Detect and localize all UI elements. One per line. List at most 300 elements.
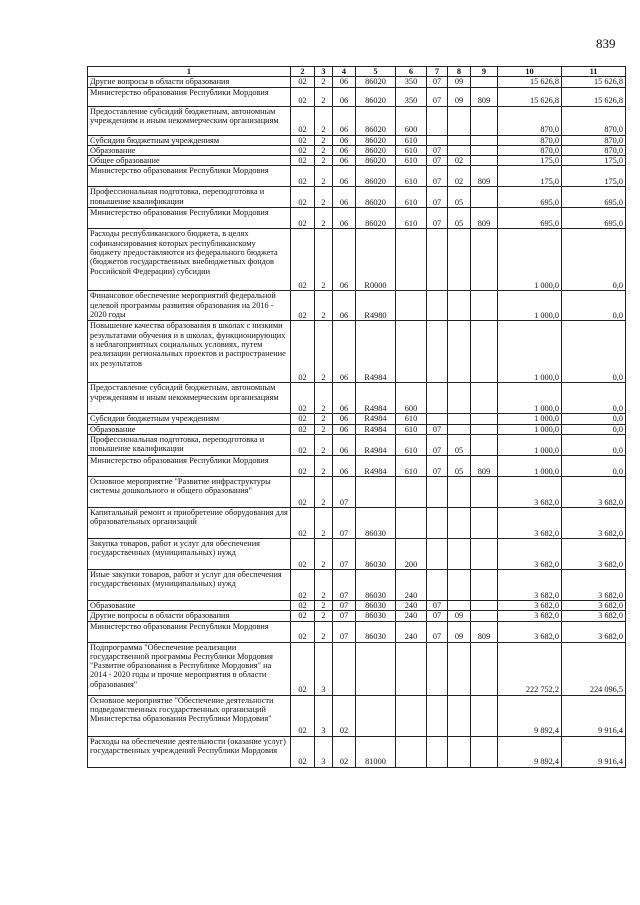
cell-c2: 02 [291, 77, 315, 87]
cell-c6 [396, 476, 427, 507]
cell-c6: 610 [396, 208, 427, 229]
cell-c5: 86030 [356, 538, 396, 569]
cell-c9: 809 [471, 87, 498, 106]
row-label: Субсидии бюджетным учреждениям [88, 414, 291, 424]
cell-c9: 809 [471, 621, 498, 642]
cell-c8 [448, 321, 471, 383]
cell-c5: 86020 [356, 187, 396, 208]
cell-c7: 07 [427, 156, 448, 166]
cell-c9 [471, 736, 498, 767]
cell-c6: 240 [396, 611, 427, 621]
cell-c8 [448, 538, 471, 569]
cell-c3: 2 [315, 538, 333, 569]
cell-c11: 3 682,0 [562, 611, 626, 621]
cell-c10: 15 626,8 [498, 77, 562, 87]
cell-c4: 07 [333, 569, 356, 600]
cell-c6: 600 [396, 383, 427, 414]
row-label: Профессиональная подготовка, переподготовка и повышение квалификации [88, 434, 291, 455]
cell-c4: 06 [333, 455, 356, 476]
cell-c10: 3 682,0 [498, 569, 562, 600]
cell-c10: 695,0 [498, 187, 562, 208]
cell-c8 [448, 414, 471, 424]
cell-c7 [427, 414, 448, 424]
cell-c8 [448, 135, 471, 145]
cell-c5 [356, 695, 396, 736]
cell-c9 [471, 434, 498, 455]
cell-c4: 07 [333, 538, 356, 569]
table-row [88, 166, 626, 187]
cell-c7 [427, 507, 448, 538]
cell-c3: 2 [315, 600, 333, 610]
cell-c10: 695,0 [498, 208, 562, 229]
cell-c3: 2 [315, 87, 333, 106]
cell-c9 [471, 383, 498, 414]
cell-c7: 07 [427, 621, 448, 642]
cell-c4: 02 [333, 695, 356, 736]
cell-c11: 870,0 [562, 135, 626, 145]
cell-c6 [396, 229, 427, 291]
cell-c6 [396, 321, 427, 383]
cell-c4: 06 [333, 321, 356, 383]
cell-c9 [471, 611, 498, 621]
table-row [88, 611, 626, 621]
cell-c2: 02 [291, 156, 315, 166]
cell-c4: 07 [333, 621, 356, 642]
table-row [88, 695, 626, 736]
cell-c6: 610 [396, 187, 427, 208]
cell-c2: 02 [291, 135, 315, 145]
row-label: Расходы на обеспечение деятельности (оказание услуг) государственных учреждений Республики Мордовия [88, 736, 291, 767]
cell-c4: 06 [333, 166, 356, 187]
cell-c10: 1 000,0 [498, 455, 562, 476]
cell-c11: 0,0 [562, 383, 626, 414]
header-cell: 4 [333, 67, 356, 77]
cell-c6 [396, 291, 427, 321]
cell-c10: 15 626,8 [498, 87, 562, 106]
cell-c4: 06 [333, 383, 356, 414]
page-number: 839 [596, 36, 616, 51]
cell-c9 [471, 695, 498, 736]
cell-c3: 2 [315, 106, 333, 135]
cell-c5: R4984 [356, 455, 396, 476]
header-cell: 8 [448, 67, 471, 77]
table-row [88, 736, 626, 767]
cell-c2: 02 [291, 476, 315, 507]
cell-c11: 3 682,0 [562, 569, 626, 600]
table-row [88, 187, 626, 208]
cell-c9 [471, 600, 498, 610]
cell-c10: 1 000,0 [498, 321, 562, 383]
cell-c11: 3 682,0 [562, 538, 626, 569]
cell-c4: 06 [333, 414, 356, 424]
cell-c2: 02 [291, 569, 315, 600]
cell-c5 [356, 476, 396, 507]
cell-c8 [448, 695, 471, 736]
cell-c7 [427, 229, 448, 291]
cell-c3: 2 [315, 187, 333, 208]
cell-c2: 02 [291, 455, 315, 476]
cell-c3: 2 [315, 507, 333, 538]
row-label: Образование [88, 424, 291, 434]
cell-c8 [448, 229, 471, 291]
cell-c6: 610 [396, 414, 427, 424]
cell-c9 [471, 321, 498, 383]
cell-c3: 2 [315, 145, 333, 155]
cell-c7 [427, 291, 448, 321]
cell-c10: 3 682,0 [498, 621, 562, 642]
cell-c5: 86020 [356, 77, 396, 87]
cell-c11: 695,0 [562, 208, 626, 229]
cell-c6 [396, 642, 427, 695]
cell-c2: 02 [291, 145, 315, 155]
cell-c11: 695,0 [562, 187, 626, 208]
cell-c9 [471, 424, 498, 434]
row-label: Другие вопросы в области образования [88, 77, 291, 87]
row-label: Основное мероприятие "Обеспечение деятельности подведомственных государственных организаций Министерства образования Республики Мордовия" [88, 695, 291, 736]
table-body [88, 67, 626, 768]
cell-c4 [333, 642, 356, 695]
header-cell: 1 [88, 67, 291, 77]
cell-c5: R4984 [356, 383, 396, 414]
cell-c2: 02 [291, 434, 315, 455]
cell-c8: 05 [448, 434, 471, 455]
cell-c8: 05 [448, 455, 471, 476]
cell-c9: 809 [471, 166, 498, 187]
cell-c11: 870,0 [562, 145, 626, 155]
table-row [88, 229, 626, 291]
row-label: Закупка товаров, работ и услуг для обеспечения государственных (муниципальных) нужд [88, 538, 291, 569]
cell-c2: 02 [291, 208, 315, 229]
row-label: Повышение качества образования в школах с низкими результатами обучения и в школах, функционирующих в неблагоприятных социальных условиях, путем реализации региональных проектов и распространение их результатов [88, 321, 291, 383]
row-label: Образование [88, 600, 291, 610]
cell-c3: 2 [315, 621, 333, 642]
cell-c5: R4980 [356, 291, 396, 321]
cell-c6: 610 [396, 135, 427, 145]
cell-c7: 07 [427, 166, 448, 187]
table-row [88, 424, 626, 434]
cell-c4: 06 [333, 156, 356, 166]
table-row [88, 145, 626, 155]
cell-c4: 06 [333, 106, 356, 135]
cell-c9 [471, 507, 498, 538]
table-row [88, 135, 626, 145]
cell-c10: 1 000,0 [498, 424, 562, 434]
cell-c4: 06 [333, 229, 356, 291]
cell-c7: 07 [427, 208, 448, 229]
table-row [88, 621, 626, 642]
cell-c7: 07 [427, 424, 448, 434]
header-cell: 2 [291, 67, 315, 77]
cell-c7: 07 [427, 145, 448, 155]
cell-c3: 3 [315, 736, 333, 767]
cell-c10: 3 682,0 [498, 507, 562, 538]
row-label: Министерство образования Республики Мордовия [88, 166, 291, 187]
cell-c5: 86020 [356, 87, 396, 106]
cell-c11: 3 682,0 [562, 621, 626, 642]
cell-c5: 86030 [356, 611, 396, 621]
cell-c5: R4984 [356, 424, 396, 434]
cell-c2: 02 [291, 229, 315, 291]
cell-c2: 02 [291, 321, 315, 383]
cell-c11: 3 682,0 [562, 507, 626, 538]
table-row [88, 414, 626, 424]
row-label: Подпрограмма "Обеспечение реализации государственной программы Республики Мордовия "Развитие образования в Республике Мордовия" на 2014 - 2020 годы и прочие мероприятия в области образования" [88, 642, 291, 695]
cell-c8 [448, 291, 471, 321]
cell-c8: 05 [448, 187, 471, 208]
cell-c3: 2 [315, 424, 333, 434]
header-cell: 7 [427, 67, 448, 77]
cell-c7 [427, 569, 448, 600]
cell-c11: 15 626,8 [562, 87, 626, 106]
cell-c2: 02 [291, 538, 315, 569]
cell-c10: 3 682,0 [498, 611, 562, 621]
cell-c5: 86020 [356, 166, 396, 187]
row-label: Министерство образования Республики Мордовия [88, 455, 291, 476]
cell-c8: 09 [448, 621, 471, 642]
cell-c10: 9 892,4 [498, 736, 562, 767]
cell-c11: 9 916,4 [562, 695, 626, 736]
table-row [88, 476, 626, 507]
cell-c3: 2 [315, 156, 333, 166]
cell-c2: 02 [291, 507, 315, 538]
budget-table [87, 66, 626, 768]
cell-c9 [471, 135, 498, 145]
cell-c4: 06 [333, 77, 356, 87]
cell-c7 [427, 321, 448, 383]
cell-c11: 0,0 [562, 321, 626, 383]
row-label: Министерство образования Республики Мордовия [88, 87, 291, 106]
row-label: Расходы республиканского бюджета, в целях софинансирования которых республиканскому бюджету предоставляются из федерального бюджета (бюджетов государственных внебюджетных фондов Российской Федерации) субсидии [88, 229, 291, 291]
cell-c7: 07 [427, 600, 448, 610]
table-row [88, 208, 626, 229]
cell-c3: 2 [315, 321, 333, 383]
cell-c6: 350 [396, 77, 427, 87]
cell-c9 [471, 538, 498, 569]
cell-c7: 07 [427, 87, 448, 106]
cell-c4: 07 [333, 507, 356, 538]
cell-c10: 175,0 [498, 156, 562, 166]
cell-c10: 175,0 [498, 166, 562, 187]
header-row [88, 67, 626, 77]
cell-c8: 09 [448, 611, 471, 621]
cell-c10: 870,0 [498, 145, 562, 155]
cell-c11: 3 682,0 [562, 476, 626, 507]
cell-c6 [396, 507, 427, 538]
cell-c8 [448, 569, 471, 600]
table-row [88, 538, 626, 569]
cell-c7: 07 [427, 455, 448, 476]
cell-c10: 1 000,0 [498, 229, 562, 291]
cell-c5: 86020 [356, 106, 396, 135]
cell-c2: 02 [291, 424, 315, 434]
row-label: Министерство образования Республики Мордовия [88, 621, 291, 642]
cell-c7: 07 [427, 611, 448, 621]
cell-c10: 222 752,2 [498, 642, 562, 695]
cell-c5 [356, 642, 396, 695]
cell-c2: 02 [291, 414, 315, 424]
table-row [88, 434, 626, 455]
cell-c7: 07 [427, 187, 448, 208]
table-row [88, 507, 626, 538]
cell-c6: 610 [396, 145, 427, 155]
table-row [88, 77, 626, 87]
cell-c11: 15 626,8 [562, 77, 626, 87]
cell-c2: 02 [291, 187, 315, 208]
cell-c11: 3 682,0 [562, 600, 626, 610]
cell-c7 [427, 383, 448, 414]
row-label: Предоставление субсидий бюджетным, автономным учреждениям и иным некоммерческим организациям [88, 106, 291, 135]
cell-c7 [427, 476, 448, 507]
cell-c8 [448, 145, 471, 155]
cell-c3: 2 [315, 434, 333, 455]
cell-c4: 02 [333, 736, 356, 767]
cell-c2: 02 [291, 600, 315, 610]
cell-c6: 240 [396, 600, 427, 610]
cell-c8 [448, 642, 471, 695]
header-cell: 5 [356, 67, 396, 77]
row-label: Профессиональная подготовка, переподготовка и повышение квалификации [88, 187, 291, 208]
cell-c4: 06 [333, 135, 356, 145]
cell-c9 [471, 156, 498, 166]
table-row [88, 156, 626, 166]
cell-c2: 02 [291, 642, 315, 695]
cell-c7 [427, 695, 448, 736]
row-label: Образование [88, 145, 291, 155]
cell-c3: 2 [315, 383, 333, 414]
cell-c5: 86030 [356, 569, 396, 600]
cell-c4: 07 [333, 600, 356, 610]
header-cell: 10 [498, 67, 562, 77]
cell-c4: 06 [333, 87, 356, 106]
cell-c9 [471, 569, 498, 600]
header-cell: 11 [562, 67, 626, 77]
cell-c10: 1 000,0 [498, 414, 562, 424]
cell-c10: 1 000,0 [498, 291, 562, 321]
cell-c11: 9 916,4 [562, 736, 626, 767]
cell-c4: 06 [333, 424, 356, 434]
cell-c2: 02 [291, 621, 315, 642]
cell-c6: 610 [396, 166, 427, 187]
cell-c9 [471, 291, 498, 321]
cell-c8: 02 [448, 156, 471, 166]
cell-c3: 3 [315, 695, 333, 736]
row-label: Финансовое обеспечение мероприятий федеральной целевой программы развития образования на 2016 - 2020 годы [88, 291, 291, 321]
cell-c4: 07 [333, 611, 356, 621]
cell-c10: 1 000,0 [498, 434, 562, 455]
cell-c10: 1 000,0 [498, 383, 562, 414]
cell-c3: 3 [315, 642, 333, 695]
cell-c3: 2 [315, 414, 333, 424]
cell-c9: 809 [471, 208, 498, 229]
cell-c6: 600 [396, 106, 427, 135]
cell-c2: 02 [291, 291, 315, 321]
cell-c8 [448, 507, 471, 538]
table-row [88, 569, 626, 600]
cell-c8 [448, 476, 471, 507]
table-row [88, 600, 626, 610]
cell-c11: 0,0 [562, 229, 626, 291]
cell-c9 [471, 476, 498, 507]
cell-c4: 06 [333, 187, 356, 208]
cell-c7 [427, 736, 448, 767]
cell-c8 [448, 600, 471, 610]
cell-c2: 02 [291, 166, 315, 187]
cell-c6 [396, 695, 427, 736]
cell-c11: 870,0 [562, 106, 626, 135]
row-label: Субсидии бюджетным учреждениям [88, 135, 291, 145]
cell-c5: R0000 [356, 229, 396, 291]
cell-c9 [471, 77, 498, 87]
cell-c4: 06 [333, 208, 356, 229]
cell-c5: R4984 [356, 434, 396, 455]
cell-c4: 06 [333, 434, 356, 455]
cell-c2: 02 [291, 695, 315, 736]
cell-c2: 02 [291, 611, 315, 621]
cell-c11: 224 096,5 [562, 642, 626, 695]
cell-c3: 2 [315, 455, 333, 476]
cell-c5: 86030 [356, 507, 396, 538]
cell-c8 [448, 736, 471, 767]
cell-c8: 09 [448, 77, 471, 87]
cell-c11: 175,0 [562, 156, 626, 166]
cell-c3: 2 [315, 229, 333, 291]
cell-c4: 07 [333, 476, 356, 507]
cell-c5: R4984 [356, 321, 396, 383]
row-label: Капитальный ремонт и приобретение оборудования для образовательных организаций [88, 507, 291, 538]
cell-c11: 0,0 [562, 434, 626, 455]
cell-c11: 0,0 [562, 291, 626, 321]
header-cell: 3 [315, 67, 333, 77]
table-row [88, 87, 626, 106]
cell-c8 [448, 383, 471, 414]
table-row [88, 455, 626, 476]
cell-c11: 0,0 [562, 424, 626, 434]
cell-c3: 2 [315, 611, 333, 621]
cell-c3: 2 [315, 569, 333, 600]
cell-c8: 09 [448, 87, 471, 106]
cell-c5: R4984 [356, 414, 396, 424]
cell-c3: 2 [315, 77, 333, 87]
cell-c8: 05 [448, 208, 471, 229]
row-label: Иные закупки товаров, работ и услуг для обеспечения государственных (муниципальных) нужд [88, 569, 291, 600]
cell-c10: 3 682,0 [498, 476, 562, 507]
table-row [88, 321, 626, 383]
cell-c7: 07 [427, 77, 448, 87]
cell-c7 [427, 538, 448, 569]
cell-c6: 610 [396, 455, 427, 476]
cell-c2: 02 [291, 106, 315, 135]
cell-c10: 870,0 [498, 135, 562, 145]
cell-c3: 2 [315, 166, 333, 187]
cell-c8 [448, 424, 471, 434]
cell-c10: 870,0 [498, 106, 562, 135]
cell-c6: 610 [396, 434, 427, 455]
cell-c5: 86020 [356, 156, 396, 166]
cell-c5: 86020 [356, 135, 396, 145]
cell-c4: 06 [333, 145, 356, 155]
cell-c6: 350 [396, 87, 427, 106]
cell-c9 [471, 106, 498, 135]
header-cell: 6 [396, 67, 427, 77]
cell-c6: 200 [396, 538, 427, 569]
row-label: Министерство образования Республики Мордовия [88, 208, 291, 229]
cell-c8: 02 [448, 166, 471, 187]
cell-c11: 175,0 [562, 166, 626, 187]
cell-c2: 02 [291, 383, 315, 414]
cell-c7 [427, 642, 448, 695]
cell-c9: 809 [471, 455, 498, 476]
cell-c10: 9 892,4 [498, 695, 562, 736]
